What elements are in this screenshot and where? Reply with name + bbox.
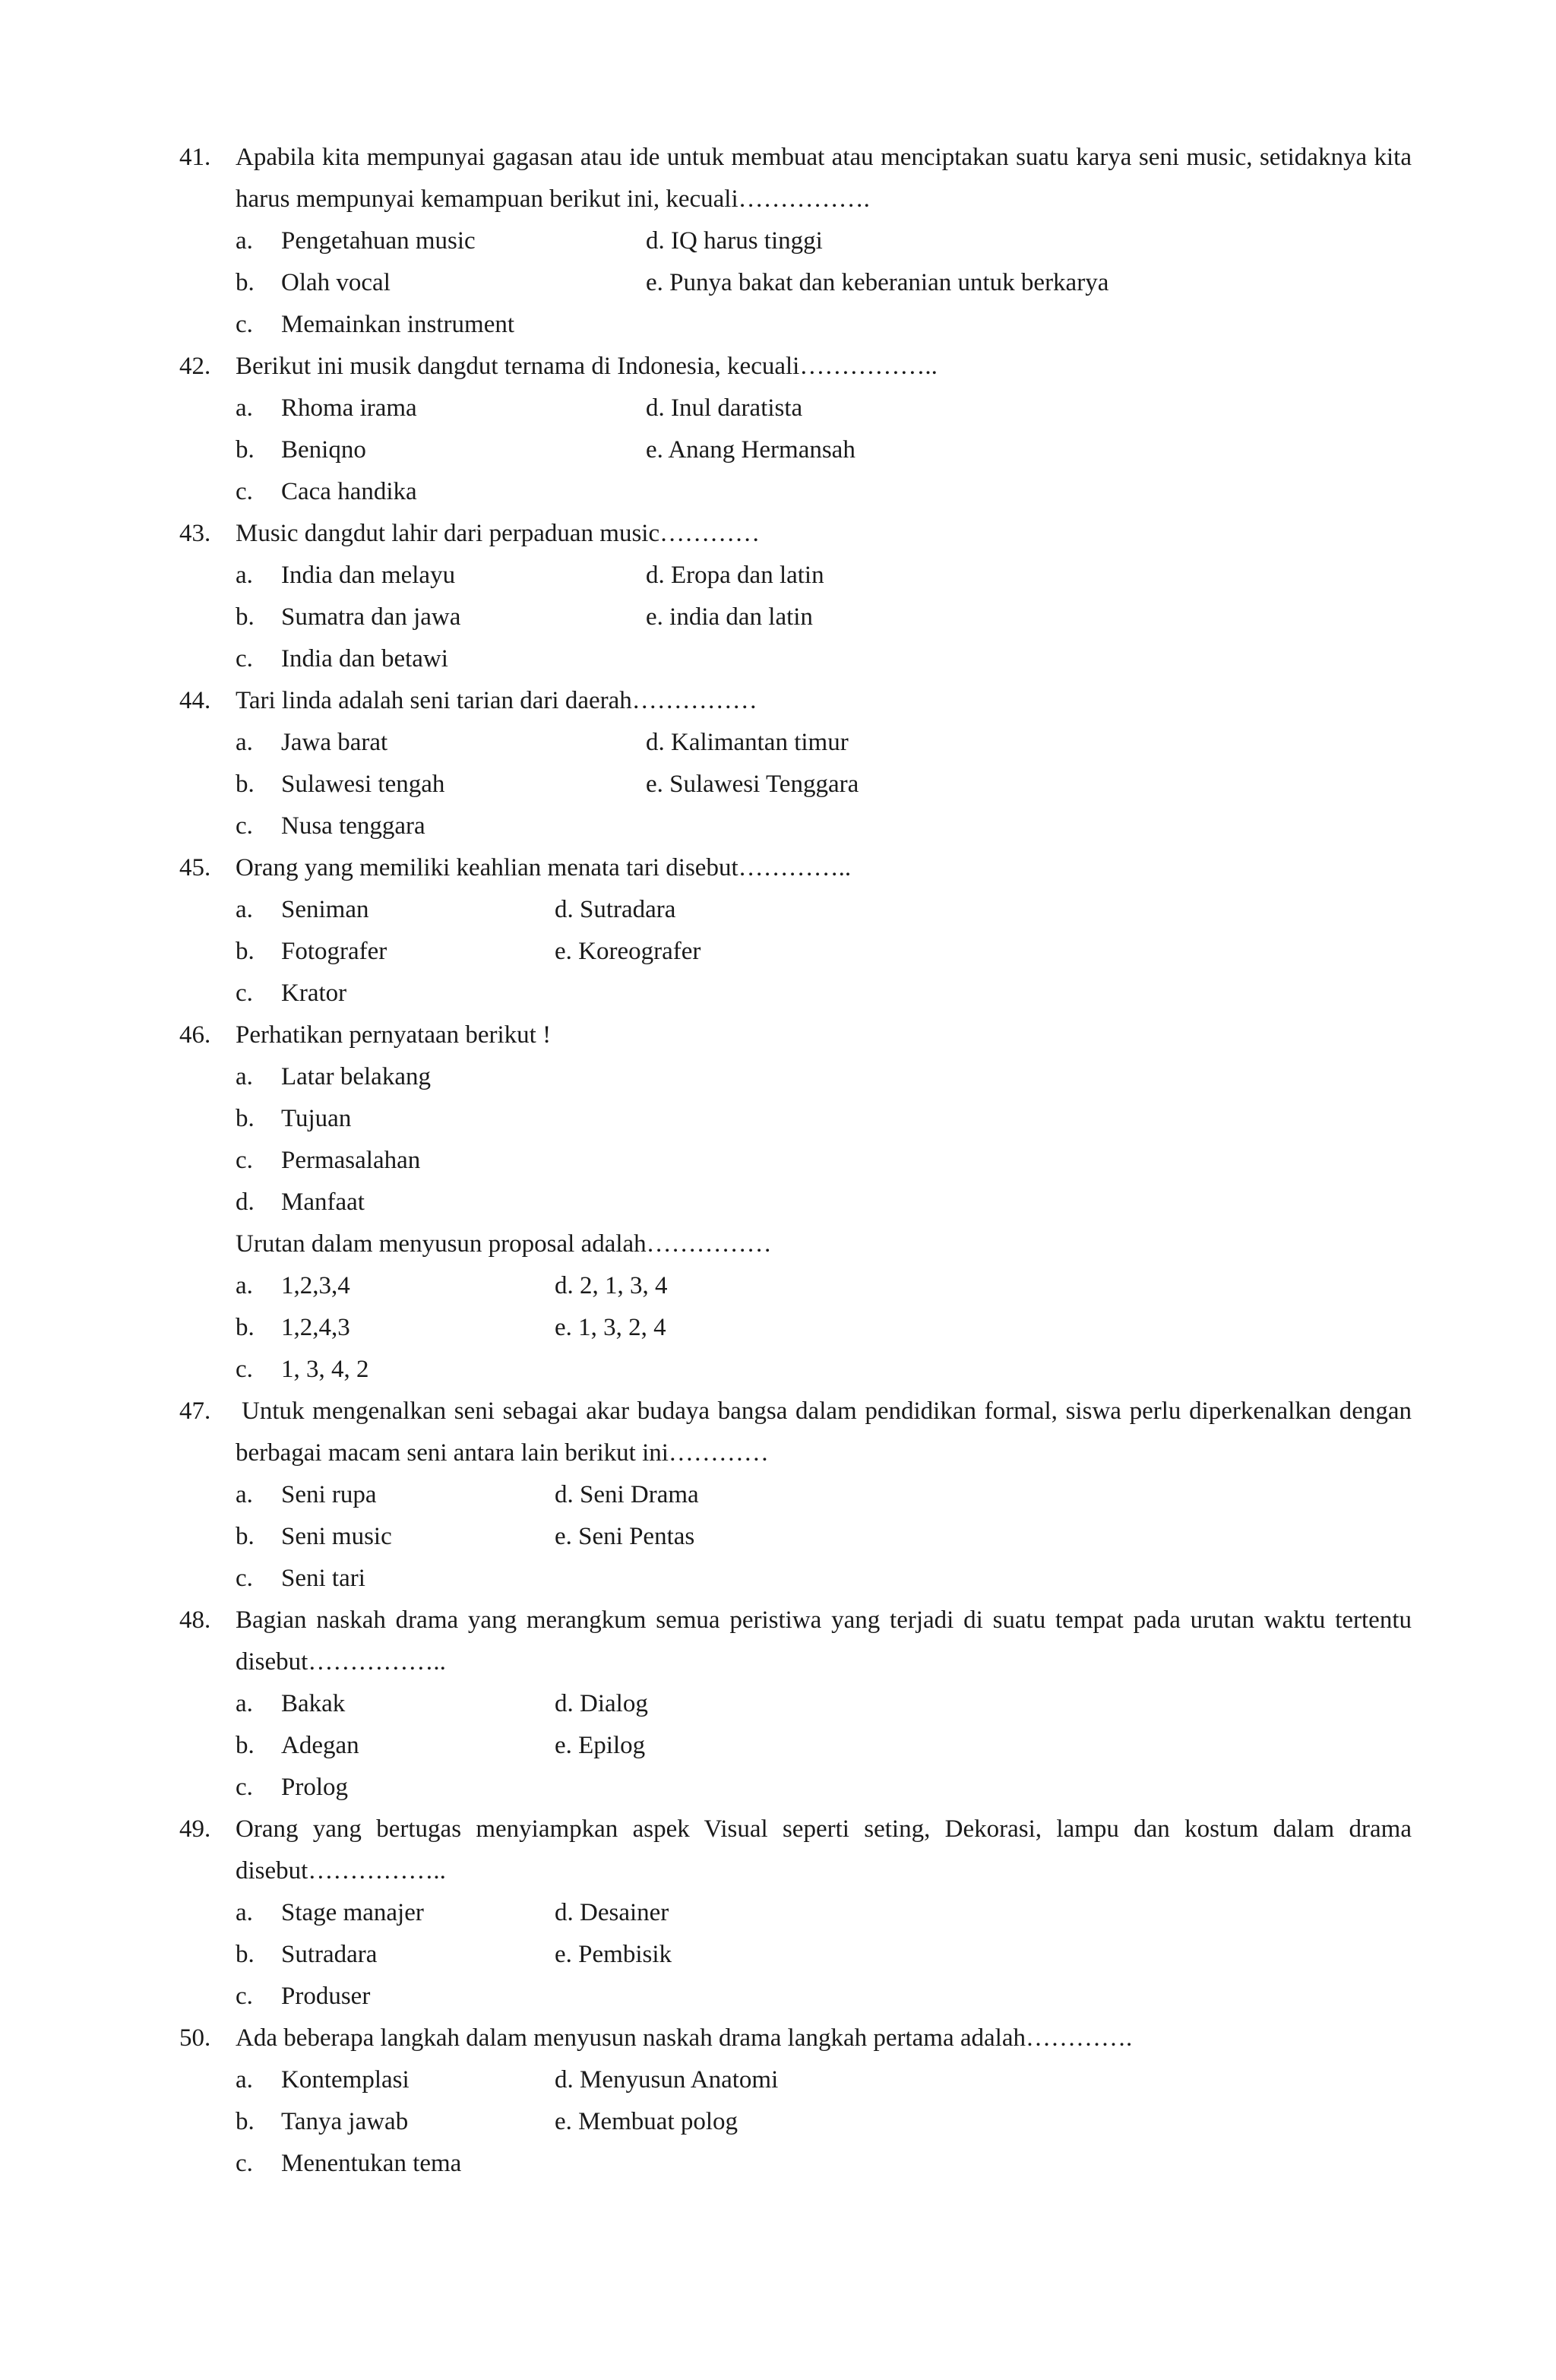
option-text: d. Sutradara xyxy=(555,896,676,923)
option-letter: b. xyxy=(236,2108,255,2135)
question-number: 47. xyxy=(179,1397,211,1425)
option-a xyxy=(236,220,646,262)
statement-letter: c. xyxy=(236,1147,253,1174)
option-e xyxy=(555,1307,1314,1349)
question-number: 44. xyxy=(179,687,211,714)
option-e xyxy=(555,1934,1314,1976)
question-number: 48. xyxy=(179,1606,211,1634)
option-text: e. Seni Pentas xyxy=(555,1523,695,1550)
option-text: d. Dialog xyxy=(555,1690,648,1717)
options xyxy=(236,1474,1412,1600)
options xyxy=(236,1892,1412,2018)
statement-text: Tujuan xyxy=(281,1105,352,1132)
question-50 xyxy=(179,2018,1412,2185)
statements xyxy=(236,1056,1412,1223)
option-b xyxy=(236,597,646,638)
option-letter: c. xyxy=(236,1356,253,1383)
option-letter: b. xyxy=(236,1314,255,1341)
option-c xyxy=(236,1767,555,1809)
question-41 xyxy=(179,137,1412,346)
option-letter: a. xyxy=(236,1481,253,1508)
option-text: Kontemplasi xyxy=(281,2066,410,2094)
option-text: Sumatra dan jawa xyxy=(281,603,461,631)
question-text: Music dangdut lahir dari perpaduan music………… xyxy=(236,520,761,547)
question-text: Orang yang bertugas menyiampkan aspek Visual seperti seting, Dekorasi, lampu dan kostum dalam drama disebut…………….. xyxy=(236,1815,1412,1885)
option-text: 1,2,3,4 xyxy=(281,1272,350,1299)
option-text: e. Anang Hermansah xyxy=(646,436,855,464)
question-49 xyxy=(179,1809,1412,2018)
option-letter: a. xyxy=(236,729,253,756)
option-text: Seni music xyxy=(281,1523,392,1550)
option-text: Olah vocal xyxy=(281,269,391,296)
option-text: e. india dan latin xyxy=(646,603,813,631)
option-d xyxy=(646,220,1406,262)
option-c xyxy=(236,1558,555,1600)
option-letter: a. xyxy=(236,562,253,589)
option-text: Menentukan tema xyxy=(281,2150,462,2177)
option-b xyxy=(236,1934,555,1976)
option-d xyxy=(555,1892,1314,1934)
question-number: 45. xyxy=(179,854,211,881)
option-text: e. Pembisik xyxy=(555,1941,672,1968)
options xyxy=(236,1683,1412,1809)
option-letter: a. xyxy=(236,1690,253,1717)
options xyxy=(236,722,1412,847)
options xyxy=(236,2059,1412,2185)
option-b xyxy=(236,262,646,304)
option-b xyxy=(236,931,555,973)
option-letter: b. xyxy=(236,1523,255,1550)
option-text: India dan betawi xyxy=(281,645,448,673)
option-a xyxy=(236,2059,555,2101)
option-a xyxy=(236,1265,555,1307)
statement-letter: d. xyxy=(236,1188,255,1216)
statement-c xyxy=(236,1140,995,1182)
option-text: Prolog xyxy=(281,1774,349,1801)
option-letter: c. xyxy=(236,2150,253,2177)
option-text: e. Koreografer xyxy=(555,938,701,965)
question-43 xyxy=(179,513,1412,680)
option-d xyxy=(646,722,1406,764)
option-text: Sulawesi tengah xyxy=(281,771,445,798)
option-text: e. Epilog xyxy=(555,1732,646,1759)
option-d xyxy=(646,388,1406,429)
option-text: Seniman xyxy=(281,896,369,923)
option-a xyxy=(236,555,646,597)
statement-b xyxy=(236,1098,995,1140)
option-text: Sutradara xyxy=(281,1941,378,1968)
options xyxy=(236,1265,1412,1391)
option-text: e. Punya bakat dan keberanian untuk berkarya xyxy=(646,269,1109,296)
statement-text: Manfaat xyxy=(281,1188,365,1216)
option-text: e. Sulawesi Tenggara xyxy=(646,771,859,798)
option-letter: c. xyxy=(236,1774,253,1801)
statement-letter: b. xyxy=(236,1105,255,1132)
options xyxy=(236,555,1412,680)
option-text: Pengetahuan music xyxy=(281,227,476,255)
option-b xyxy=(236,1516,555,1558)
option-a xyxy=(236,889,555,931)
option-text: Jawa barat xyxy=(281,729,388,756)
option-text: d. IQ harus tinggi xyxy=(646,227,823,255)
option-text: Rhoma irama xyxy=(281,394,417,422)
option-c xyxy=(236,2143,555,2185)
options xyxy=(236,388,1412,513)
option-d xyxy=(555,2059,1314,2101)
option-d xyxy=(646,555,1406,597)
option-letter: a. xyxy=(236,2066,253,2094)
option-c xyxy=(236,1349,555,1391)
question-text: Orang yang memiliki keahlian menata tari disebut………….. xyxy=(236,854,852,881)
option-letter: a. xyxy=(236,896,253,923)
statement-d xyxy=(236,1182,995,1223)
option-e xyxy=(646,764,1406,805)
option-a xyxy=(236,388,646,429)
option-letter: b. xyxy=(236,938,255,965)
option-text: d. Seni Drama xyxy=(555,1481,699,1508)
option-b xyxy=(236,1307,555,1349)
option-b xyxy=(236,1725,555,1767)
option-letter: b. xyxy=(236,771,255,798)
option-letter: c. xyxy=(236,1565,253,1592)
question-text: Apabila kita mempunyai gagasan atau ide untuk membuat atau menciptakan suatu karya seni music, setidaknya kita harus mempunyai kemampuan berikut ini, kecuali……………. xyxy=(236,144,1412,213)
statement-text: Latar belakang xyxy=(281,1063,431,1090)
option-text: Bakak xyxy=(281,1690,346,1717)
question-number: 43. xyxy=(179,520,211,547)
statement-letter: a. xyxy=(236,1063,253,1090)
option-text: d. Eropa dan latin xyxy=(646,562,824,589)
option-c xyxy=(236,638,646,680)
option-text: Seni tari xyxy=(281,1565,365,1592)
question-44 xyxy=(179,680,1412,847)
option-text: d. Kalimantan timur xyxy=(646,729,849,756)
option-c xyxy=(236,1976,555,2018)
statement-a xyxy=(236,1056,995,1098)
option-text: Nusa tenggara xyxy=(281,812,425,840)
option-letter: b. xyxy=(236,1732,255,1759)
question-text: Untuk mengenalkan seni sebagai akar budaya bangsa dalam pendidikan formal, siswa perlu diperkenalkan dengan berbagai macam seni antara lain berikut ini………… xyxy=(236,1397,1412,1467)
option-c xyxy=(236,805,646,847)
question-47 xyxy=(179,1391,1412,1600)
question-number: 42. xyxy=(179,353,211,380)
option-letter: a. xyxy=(236,227,253,255)
question-text: Perhatikan pernyataan berikut ! xyxy=(236,1021,552,1049)
option-letter: c. xyxy=(236,478,253,505)
option-e xyxy=(555,931,1314,973)
option-text: e. 1, 3, 2, 4 xyxy=(555,1314,666,1341)
option-a xyxy=(236,722,646,764)
statement-text: Permasalahan xyxy=(281,1147,421,1174)
option-d xyxy=(555,1265,1314,1307)
option-letter: c. xyxy=(236,645,253,673)
option-letter: a. xyxy=(236,1899,253,1926)
question-45 xyxy=(179,847,1412,1014)
option-d xyxy=(555,1683,1314,1725)
option-letter: c. xyxy=(236,1983,253,2010)
option-c xyxy=(236,304,646,346)
option-e xyxy=(555,1516,1314,1558)
option-text: Seni rupa xyxy=(281,1481,377,1508)
option-text: Adegan xyxy=(281,1732,359,1759)
question-text: Tari linda adalah seni tarian dari daerah…………… xyxy=(236,687,757,714)
option-letter: c. xyxy=(236,311,253,338)
option-text: 1, 3, 4, 2 xyxy=(281,1356,369,1383)
options xyxy=(236,220,1412,346)
question-text: Ada beberapa langkah dalam menyusun naskah drama langkah pertama adalah…………. xyxy=(236,2024,1133,2052)
option-b xyxy=(236,429,646,471)
option-letter: b. xyxy=(236,436,255,464)
option-b xyxy=(236,764,646,805)
option-e xyxy=(646,597,1406,638)
option-text: d. Inul daratista xyxy=(646,394,803,422)
option-a xyxy=(236,1474,555,1516)
option-text: d. 2, 1, 3, 4 xyxy=(555,1272,668,1299)
option-letter: a. xyxy=(236,394,253,422)
option-c xyxy=(236,973,555,1014)
option-e xyxy=(555,1725,1314,1767)
option-text: Memainkan instrument xyxy=(281,311,515,338)
option-letter: b. xyxy=(236,269,255,296)
question-subtext: Urutan dalam menyusun proposal adalah…………… xyxy=(236,1230,772,1258)
option-a xyxy=(236,1892,555,1934)
option-b xyxy=(236,2101,555,2143)
option-letter: c. xyxy=(236,980,253,1007)
option-text: Krator xyxy=(281,980,347,1007)
option-letter: b. xyxy=(236,603,255,631)
question-number: 50. xyxy=(179,2024,211,2052)
options xyxy=(236,889,1412,1014)
option-text: Caca handika xyxy=(281,478,417,505)
question-46 xyxy=(179,1014,1412,1391)
question-48 xyxy=(179,1600,1412,1809)
option-d xyxy=(555,889,1314,931)
option-text: Tanya jawab xyxy=(281,2108,409,2135)
question-number: 41. xyxy=(179,144,211,171)
option-e xyxy=(646,429,1406,471)
option-text: Fotografer xyxy=(281,938,387,965)
option-text: d. Desainer xyxy=(555,1899,669,1926)
option-letter: c. xyxy=(236,812,253,840)
option-e xyxy=(646,262,1406,304)
question-number: 49. xyxy=(179,1815,211,1843)
option-text: Beniqno xyxy=(281,436,366,464)
option-d xyxy=(555,1474,1314,1516)
option-text: d. Menyusun Anatomi xyxy=(555,2066,779,2094)
option-letter: a. xyxy=(236,1272,253,1299)
option-text: Stage manajer xyxy=(281,1899,424,1926)
question-text: Berikut ini musik dangdut ternama di Indonesia, kecuali…………….. xyxy=(236,353,938,380)
option-text: 1,2,4,3 xyxy=(281,1314,350,1341)
option-text: e. Membuat polog xyxy=(555,2108,738,2135)
option-text: India dan melayu xyxy=(281,562,456,589)
question-42 xyxy=(179,346,1412,513)
question-text: Bagian naskah drama yang merangkum semua peristiwa yang terjadi di suatu tempat pada urutan waktu tertentu disebut…………….. xyxy=(236,1606,1412,1676)
option-letter: b. xyxy=(236,1941,255,1968)
option-text: Produser xyxy=(281,1983,371,2010)
question-number: 46. xyxy=(179,1021,211,1049)
option-e xyxy=(555,2101,1314,2143)
option-a xyxy=(236,1683,555,1725)
option-c xyxy=(236,471,646,513)
